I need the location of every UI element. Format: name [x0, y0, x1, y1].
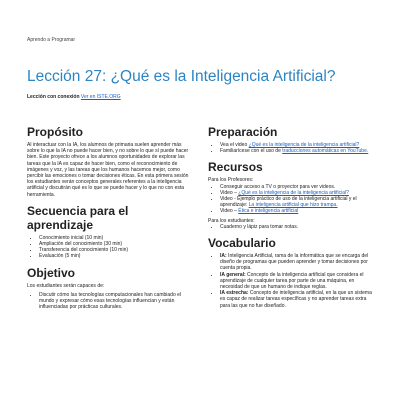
vocab-def: Inteligencia Artificial, rama de la informática que se encarga del diseño de programas que pueden aprender y tomar decisiones por cuenta propia. [220, 253, 369, 272]
item-text: Video – [220, 189, 239, 196]
item-text: Video – [220, 208, 239, 215]
preparacion-list [208, 142, 376, 154]
list-item: • Conocimiento inicial (10 min) [39, 235, 195, 241]
video-link[interactable]: La inteligencia artificial que hizo trampa. [248, 202, 338, 209]
est-list [208, 224, 376, 230]
iste-link[interactable]: Ver en ISTE.ORG [80, 94, 121, 100]
youtube-translation-link[interactable]: traducciones automáticas en YouTube. [282, 148, 369, 155]
prof-list [208, 184, 376, 215]
list-item: • Transferencia del conocimiento (10 min) [39, 247, 195, 253]
prof-label: Para los Profesores: [208, 177, 254, 184]
item-text: Conseguir acceso a TV o proyector para ver videos. [220, 183, 336, 190]
objetivo-heading: Objetivo [27, 265, 76, 280]
list-item [220, 290, 376, 309]
header-label: Aprendo a Programar [27, 37, 76, 43]
vocab-term: IA estrecha: [220, 290, 249, 297]
page-title: Lección 27: ¿Qué es la Inteligencia Artificial? [27, 68, 336, 85]
list-item [220, 148, 376, 154]
video-link[interactable]: Ética e inteligencia artificial [238, 208, 299, 215]
left-column [27, 125, 195, 316]
vocab-def: Concepto de la inteligencia artificial que considera el aprendizaje de cualquier tarea por parte de una máquina, en necesidad de que un humano de indique reglas. [220, 271, 364, 291]
video-link[interactable]: ¿Qué es la inteligencia de la inteligencia artificial? [248, 142, 360, 148]
secuencia-section [27, 204, 195, 260]
vocab-def: Concepto de inteligencia artificial, en la que un sistema es capaz de realizar tareas específicas y no aprender tareas extra para las que no fue diseñado. [220, 290, 372, 309]
secuencia-heading: Secuencia para el aprendizaje [27, 203, 129, 232]
item-text: Video - Ejemplo práctico de uso de la inteligencia artificial y el aprendizaje: [220, 196, 357, 209]
list-item [220, 208, 376, 214]
proposito-heading: Propósito [27, 125, 83, 139]
proposito-section [27, 125, 195, 198]
recursos-section [208, 160, 376, 230]
list-item: • Cuaderno y lápiz para tomar notas. [220, 224, 376, 230]
recursos-heading: Recursos [208, 160, 263, 175]
connection-line [27, 94, 121, 100]
item-text: Familiarícese con el uso de [220, 148, 283, 155]
video-link[interactable]: ¿Qué es la inteligencia de la inteligencia artificial? [238, 189, 349, 196]
list-item [220, 272, 376, 291]
proposito-text: Al interactuar con la IA, los alumnos de primaria suelen aprender más sobre lo que la IA no puede hacer bien, y no sobre lo que sí puede hacer bien. Este proyecto ofrece a los alumnos oportunidades de explorar las tareas que la IA es capaz de hacer bien, como el reconocimiento de imágenes y voz, y las tareas que los humanos hacemos mejor, como percibir las emociones o tomar decisiones éticas. En esta primera sesión los estudiantes verán conceptos generales referentes a la inteligencia artificial y discutirán qué es lo que se puede hacer y lo que no con esta herramienta. [27, 142, 189, 198]
list-item [220, 196, 376, 208]
vocab-term: IA: [220, 253, 227, 260]
vocab-term: IA general: [220, 271, 246, 278]
preparacion-section [208, 125, 376, 154]
right-column [208, 125, 376, 315]
connection-label: Lección con conexión [27, 94, 80, 100]
objetivo-section [27, 266, 195, 311]
list-item [220, 253, 376, 272]
objetivo-intro: Los estudiantes serán capaces de: [27, 282, 105, 289]
item-text: Vea el video [220, 142, 249, 148]
list-item: • Discutir cómo las tecnologías computacionales han cambiado el mundo y expresar cómo esas tecnologías influencian y están influenciadas por prácticas culturales. [39, 292, 195, 311]
est-label: Para los estudiantes: [208, 217, 255, 224]
list-item: • Evaluación (5 min) [39, 253, 195, 259]
vocabulario-heading: Vocabulario [208, 236, 276, 251]
preparacion-heading: Preparación [208, 125, 278, 139]
objetivo-list [27, 292, 195, 311]
vocabulario-list [208, 253, 376, 309]
vocabulario-section [208, 236, 376, 309]
list-item: • Ampliación del conocimiento (30 min) [39, 241, 195, 247]
secuencia-list [27, 235, 195, 260]
